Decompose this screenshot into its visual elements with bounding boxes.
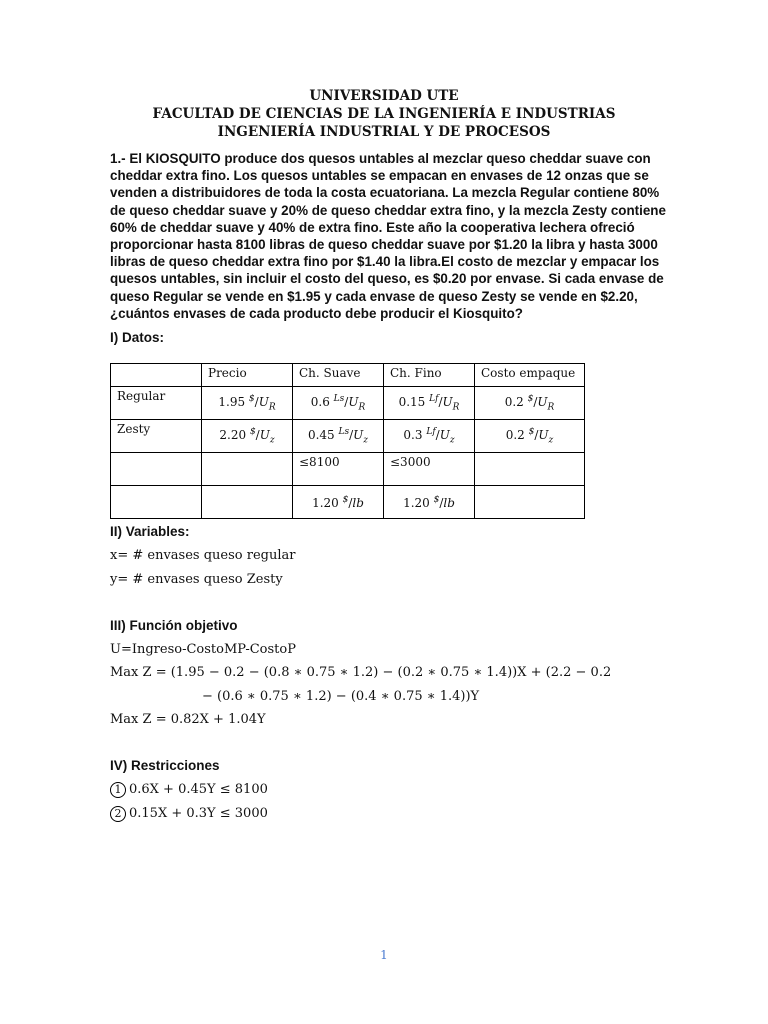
page-number: 1 [380, 948, 388, 962]
variables-title: II) Variables: [110, 524, 190, 539]
table-cell: 0.2 $^{\$}/U_R$ [475, 387, 585, 420]
table-header-cell: Ch. Suave [293, 364, 384, 387]
utility-formula: U=Ingreso-CostoMP-CostoP [110, 642, 296, 657]
variable-x: x= # envases queso regular [110, 548, 296, 563]
datos-title: I) Datos: [110, 330, 164, 345]
table-cell: ≤3000 [384, 453, 475, 486]
table-cell: 0.3 $^{Lf}/U_z$ [384, 420, 475, 453]
table-cell: 0.15 $^{Lf}/U_R$ [384, 387, 475, 420]
table-cell [202, 453, 293, 486]
table-header-cell: Costo empaque [475, 364, 585, 387]
objective-simplified: Max Z = 0.82X + 1.04Y [110, 712, 266, 727]
table-cell: 1.20 $/lb [293, 486, 384, 519]
circled-number-2: 2 [110, 806, 126, 822]
table-cell: 2.20 $^{\$}/U_z$ [202, 420, 293, 453]
objective-title: III) Función objetivo [110, 618, 238, 633]
table-cell [475, 486, 585, 519]
row-label: Zesty [111, 420, 202, 453]
table-cell [475, 453, 585, 486]
problem-statement: 1.- El KIOSQUITO produce dos quesos untables al mezclar queso cheddar suave con cheddar extra fino. Los quesos untables se empacan en envases de 12 onzas que se venden a distribuidores de toda la costa ecuatoriana. La mezcla Regular contiene 80% de queso cheddar suave y 20% de queso cheddar extra fino, y la mezcla Zesty contiene 60% de cheddar suave y 40% de extra fino. Este año la cooperativa lechera ofreció proporcionar hasta 8100 libras de queso cheddar suave por $1.20 la libra y hasta 3000 libras de queso cheddar extra fino por $1.40 la libra.El costo de mezclar y empacar los quesos untables, sin incluir el costo del queso, es $0.20 por envase. Si cada envase de queso Regular se vende en $1.95 y cada envase de queso Zesty se vende en $2.20, ¿cuántos envases de cada producto debe producir el Kiosquito? [110, 151, 666, 321]
table-cell: 1.20 $/lb [384, 486, 475, 519]
restricciones-title: IV) Restricciones [110, 758, 220, 773]
table-cell: 0.6 $^{Ls}/U_R$ [293, 387, 384, 420]
table-row [111, 453, 585, 486]
table-header-row [111, 364, 585, 387]
table-cell [202, 486, 293, 519]
faculty-title: FACULTAD DE CIENCIAS DE LA INGENIERÍA E INDUSTRIAS [152, 106, 616, 122]
objective-line-2: − (0.6 ∗ 0.75 ∗ 1.2) − (0.4 ∗ 0.75 ∗ 1.4))Y [202, 689, 480, 704]
table-cell: ≤8100 [293, 453, 384, 486]
table-header-cell [111, 364, 202, 387]
table-header-cell: Precio [202, 364, 293, 387]
table-row [111, 486, 585, 519]
objective-line-1: Max Z = (1.95 − 0.2 − (0.8 ∗ 0.75 ∗ 1.2) − (0.2 ∗ 0.75 ∗ 1.4))X + (2.2 − 0.2 [110, 665, 612, 680]
table-row [111, 387, 585, 420]
university-title: UNIVERSIDAD UTE [309, 88, 459, 104]
table-cell [111, 453, 202, 486]
table-cell: 0.45 $^{Ls}/U_z$ [293, 420, 384, 453]
table-header-cell: Ch. Fino [384, 364, 475, 387]
constraint-1: 1 0.6X + 0.45Y ≤ 8100 [110, 782, 268, 798]
constraint-2: 2 0.15X + 0.3Y ≤ 3000 [110, 806, 268, 822]
table-cell: 1.95 $^{\$}/U_R$ [202, 387, 293, 420]
table-row [111, 420, 585, 453]
program-title: INGENIERÍA INDUSTRIAL Y DE PROCESOS [217, 124, 551, 140]
table-cell [111, 486, 202, 519]
circled-number-1: 1 [110, 782, 126, 798]
table-cell: 0.2 $^{\$}/U_z$ [475, 420, 585, 453]
datos-table [110, 363, 585, 519]
row-label: Regular [111, 387, 202, 420]
variable-y: y= # envases queso Zesty [110, 572, 283, 587]
